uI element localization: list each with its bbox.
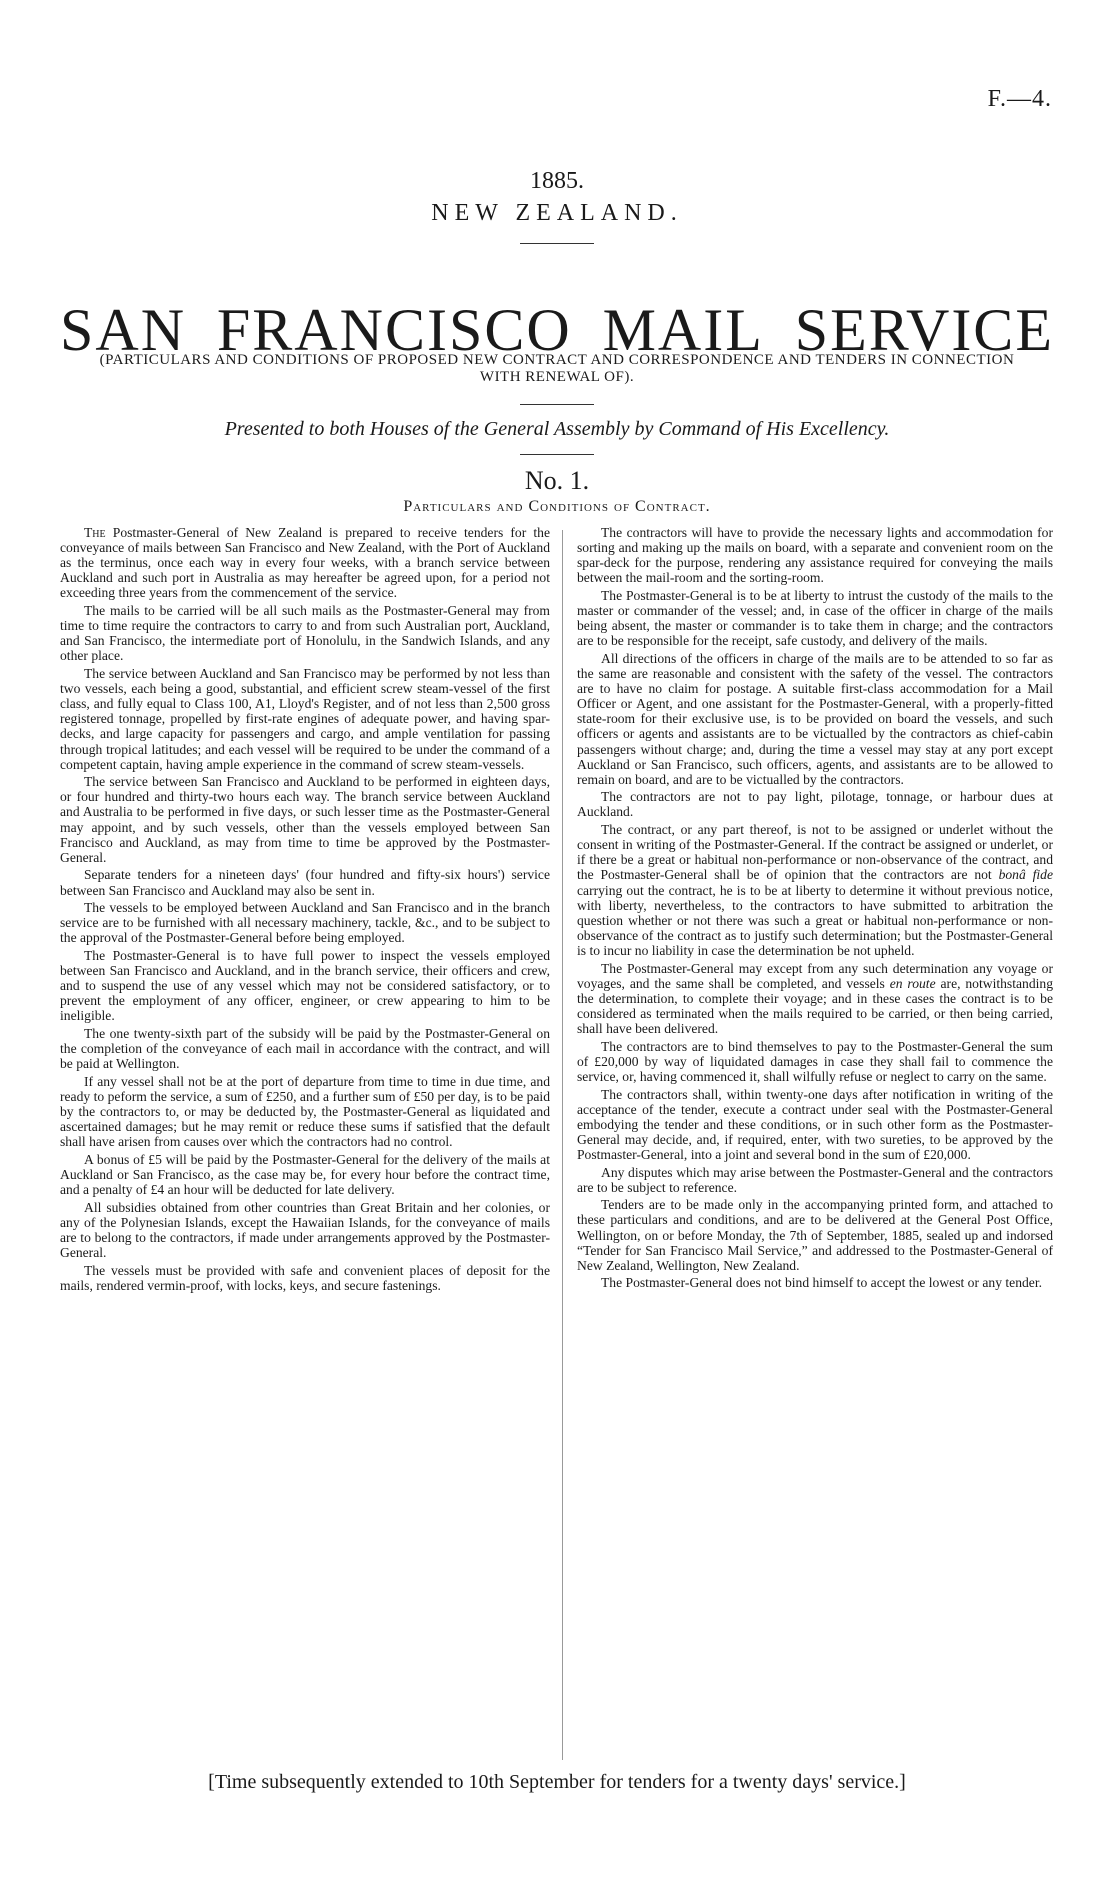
left-paragraph-11: All subsidies obtained from other countries than Great Britain and her colonies, or any of the Polynesian Islands, except the Hawaiian Islands, for the conveyance of mails are to belong to the contractors, if made under arrangements approved by the Postmaster-General. <box>60 1199 550 1261</box>
right-column <box>577 525 1053 1293</box>
left-paragraph-1 <box>60 525 550 600</box>
title-word-4: SERVICE <box>794 297 1054 363</box>
right-paragraph-5-italic: bonâ fide <box>998 867 1053 883</box>
right-paragraph-8: The contractors shall, within twenty-one days after notification in writing of the acceptance of the tender, execute a contract under seal with the Postmaster-General embodying the tender and these conditions, or in such other form as the Postmaster-General may decide, and, if required, enter, with two sureties, to be approved by the Postmaster-General, into a joint and several bond in the sum of £20,000. <box>577 1086 1053 1162</box>
right-paragraph-5 <box>577 822 1053 958</box>
presented-line: Presented to both Houses of the General Assembly by Command of His Excellency. <box>224 418 890 440</box>
left-paragraph-6: The vessels to be employed between Auckland and San Francisco and in the branch service are to be furnished with all necessary machinery, tackle, &c., and to be subject to the approval of the Postmaster-General before being employed. <box>60 900 550 946</box>
section-title: Particulars and Conditions of Contract. <box>403 498 711 515</box>
presented-rule <box>520 454 594 455</box>
left-paragraph-1-text: Postmaster-General of New Zealand is prepared to receive tenders for the conveyance of mails between San Francisco and New Zealand, with the Port of Auckland as the terminus, once each way in every four weeks, with a branch service between Auckland and such port in Australia as may hereafter be agreed upon, for a period not exceeding three years from the commencement of the service. <box>60 525 550 601</box>
page-identifier: F.—4. <box>987 86 1052 112</box>
left-paragraph-2: The mails to be carried will be all such mails as the Postmaster-General may from time to time require the contractors to carry to and from such Australian port, Auckland, and San Francisco, the intermediate port of Honolulu, in the Sandwich Islands, and any other place. <box>60 603 550 664</box>
main-title <box>60 297 1054 363</box>
footer-note: [Time subsequently extended to 10th September for tenders for a twenty days' service.] <box>208 1771 906 1793</box>
document-number: No. 1. <box>524 466 590 495</box>
left-paragraph-12: The vessels must be provided with safe and convenient places of deposit for the mails, rendered vermin-proof, with locks, keys, and secure fastenings. <box>60 1262 550 1294</box>
left-paragraph-3: The service between Auckland and San Francisco may be performed by not less than two vessels, each being a good, substantial, and efficient screw steam-vessel of the first class, and fully equal to Class 100, A1, Lloyd's Register, and of not less than 2,500 gross registered tonnage, propelled by first-rate engines of adequate power, and having spar-decks, and large capacity for passengers and cargo, and ample ventilation for passing through tropical latitudes; and each vessel will be required to be under the command of a competent captain, having ample experience in the command of screw steam-vessels. <box>60 666 550 772</box>
title-word-3: MAIL <box>602 297 764 363</box>
right-paragraph-5-part-b: carrying out the contract, he is to be at liberty to determine it without previous notice, with liberty, nevertheless, to the contractors to have submitted to arbitration the question whether or not there was such a great or habitual non-performance or non-observance of the contract as to justify such determination; but the Postmaster-General is to incur no liability in case the determination be not upheld. <box>577 882 1053 958</box>
left-paragraph-8: The one twenty-sixth part of the subsidy will be paid by the Postmaster-General on the completion of the conveyance of each mail in accordance with the contract, and will be paid at Wellington. <box>60 1026 550 1072</box>
right-paragraph-2: The Postmaster-General is to be at liberty to intrust the custody of the mails to the master or commander of the vessel; and, in case of the officer in charge of the mails being absent, the master or commander is to take them in charge; and the contractors are to be responsible for the receipt, safe custody, and delivery of the mails. <box>577 587 1053 649</box>
right-paragraph-6-italic: en route <box>889 975 936 991</box>
title-word-1: SAN <box>60 297 187 363</box>
right-paragraph-6-part-a: The Postmaster-General may except from any such determination any voyage or voyages, and the same shall be completed, and vessels <box>577 960 1053 991</box>
subtitle: (PARTICULARS AND CONDITIONS OF PROPOSED NEW CONTRACT AND CORRESPONDENCE AND TENDERS IN CONNECTION WITH RENEWAL OF). <box>99 352 1015 385</box>
document-country: NEW ZEALAND. <box>431 200 683 226</box>
column-divider <box>562 530 563 1760</box>
left-paragraph-4: The service between San Francisco and Auckland to be performed in eighteen days, or four hundred and thirty-two hours each way. The branch service between Auckland and Australia to be performed in five days, or such lesser time as the Postmaster-General may appoint, and by such vessels, other than the vessels employed between San Francisco and Auckland, as may from time to time be approved by the Postmaster-General. <box>60 774 550 865</box>
left-paragraph-10: A bonus of £5 will be paid by the Postmaster-General for the delivery of the mails at Auckland or San Francisco, as the case may be, for every hour before the contract time, and a penalty of £4 an hour will be deducted for late delivery. <box>60 1152 550 1198</box>
right-paragraph-10: Tenders are to be made only in the accompanying printed form, and attached to these particulars and conditions, and are to be delivered at the General Post Office, Wellington, on or before Monday, the 7th of September, 1885, sealed up and indorsed “Tender for San Francisco Mail Service,” and addressed to the Postmaster-General of New Zealand, Wellington, New Zealand. <box>577 1197 1053 1273</box>
opening-word: The <box>84 525 106 540</box>
right-paragraph-3: All directions of the officers in charge of the mails are to be attended to so far as the same are reasonable and consistent with the safety of the vessel. The contractors are to have no claim for postage. A suitable first-class accommodation for a Mail Officer or Agent, and one assistant for the Postmaster-General, with a properly-fitted state-room for their exclusive use, is to be provided on board the vessels, and such officers or agents and assistants are to be victualled by the contractors as chief-cabin passengers without charge; and, during the time a vessel may stay at any port except Auckland or San Francisco, such officers, agents, and assistants are to be allowed to remain on board, and are to be victualled by the contractors. <box>577 650 1053 787</box>
left-column <box>60 525 550 1296</box>
left-paragraph-5: Separate tenders for a nineteen days' (four hundred and fifty-six hours') service between San Francisco and Auckland may also be sent in. <box>60 867 550 898</box>
left-paragraph-9: If any vessel shall not be at the port of departure from time to time in due time, and ready to peform the service, a sum of £250, and a further sum of £50 per day, is to be paid by the contractors to, or may be deducted by, the Postmaster-General as liquidated and ascertained damages; but he may remit or reduce these sums if satisfied that the default shall have arisen from causes over which the contractors had no control. <box>60 1074 550 1150</box>
right-paragraph-6 <box>577 961 1053 1036</box>
right-paragraph-6-part-b: are, notwithstanding the determination, to complete their voyage; and in these cases the contract is to be considered as terminated when the mails required to be carried, or then being carried, shall have been delivered. <box>577 975 1053 1036</box>
title-word-2: FRANCISCO <box>216 297 572 363</box>
header-rule <box>520 243 594 244</box>
right-paragraph-9: Any disputes which may arise between the Postmaster-General and the contractors are to be subject to reference. <box>577 1164 1053 1195</box>
subtitle-rule <box>520 404 594 405</box>
right-paragraph-11: The Postmaster-General does not bind himself to accept the lowest or any tender. <box>601 1275 1043 1291</box>
right-paragraph-7: The contractors are to bind themselves to pay to the Postmaster-General the sum of £20,000 by way of liquidated damages in case they shall fail to commence the service, or, having commenced it, shall wilfully refuse or neglect to carry on the same. <box>577 1038 1053 1084</box>
right-paragraph-5-part-a: The contract, or any part thereof, is not to be assigned or underlet without the consent in writing of the Postmaster-General. If the contract be assigned or underlet, or if there be a great or habitual non-performance or non-observance of the contract, and the Postmaster-General shall be of opinion that the contractors are not <box>577 822 1053 883</box>
document-year: 1885. <box>530 168 584 194</box>
right-paragraph-4: The contractors are not to pay light, pilotage, tonnage, or harbour dues at Auckland. <box>577 789 1053 820</box>
right-paragraph-1: The contractors will have to provide the necessary lights and accommodation for sorting and making up the mails on board, with a separate and convenient room on the spar-deck for the purpose, rendering any assistance required for conveying the mails between the mail-room and the sorting-room. <box>577 525 1053 586</box>
left-paragraph-7: The Postmaster-General is to have full power to inspect the vessels employed between San Francisco and Auckland, and in the branch service, their officers and crew, and to suspend the use of any vessel which may not be considered satisfactory, or to prevent the employment of any officer, engineer, or crew appearing to him to be ineligible. <box>60 948 550 1024</box>
